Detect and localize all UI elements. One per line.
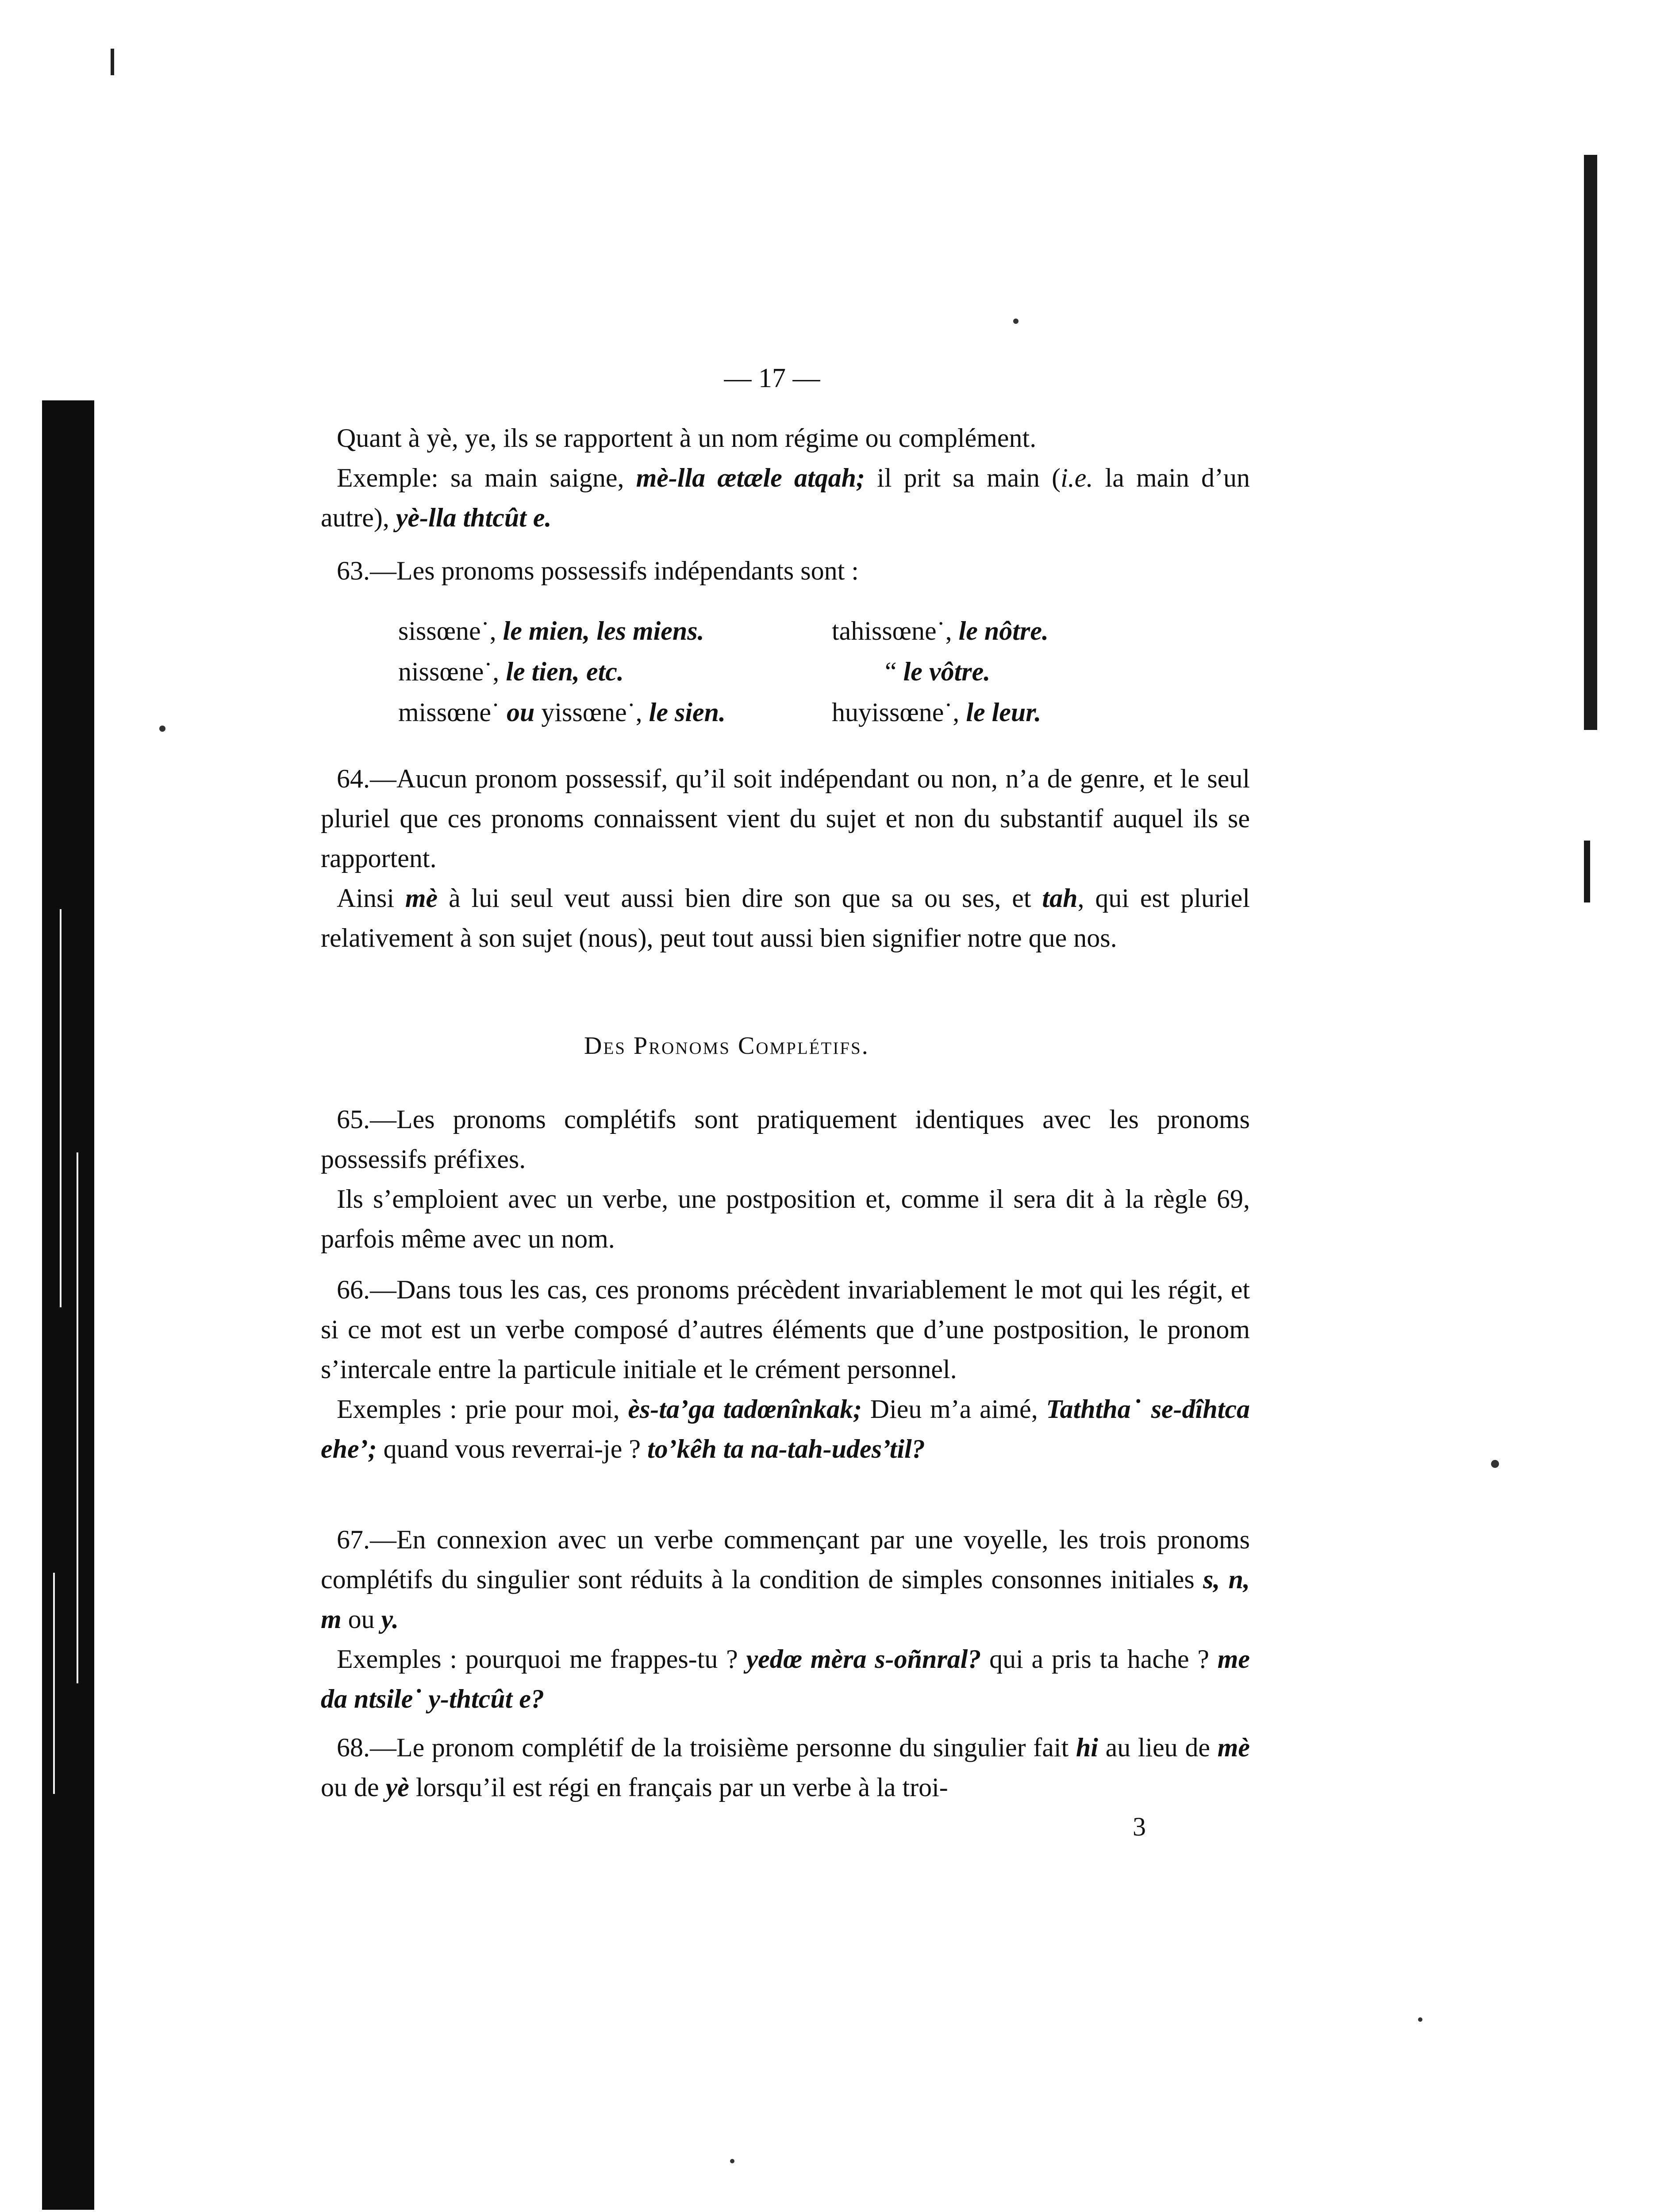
spine-crack xyxy=(60,909,61,1307)
rule-66-text: 66.—Dans tous les cas, ces pronoms précèdent invariablement le mot qui les régit, et si ce mot est un verbe composé d’autres éléments que d’une postposition, le pronom s’intercale entre la particule initiale et le crément personnel. xyxy=(321,1275,1250,1384)
example-phrase: Taththa˙ se-dîhtca ehe’; xyxy=(321,1394,1250,1463)
example-phrase: ès-ta’ga tadœnînkak; xyxy=(628,1394,862,1424)
pronoun-form: missœne˙ xyxy=(398,698,507,727)
intro-text: la main d’un autre), xyxy=(321,463,1250,532)
spine-crack xyxy=(77,1152,78,1683)
section-title: Des Pronoms Complétifs. xyxy=(584,1032,869,1060)
pronoun-form: tahissœne˙, xyxy=(832,616,959,645)
rule-68-text: lorsqu’il est régi en français par un verbe à la troi- xyxy=(409,1773,948,1802)
page-number: — 17 — xyxy=(724,363,820,393)
binding-shadow xyxy=(42,400,94,2210)
edge-tick xyxy=(111,49,114,75)
page-edge-mark xyxy=(1584,155,1597,730)
rule-68-text: 68.—Le pronom complétif de la troisième personne du singulier fait xyxy=(337,1733,1076,1762)
example-phrase: me da ntsile˙ y-thtcût e? xyxy=(321,1644,1250,1713)
rule-64-text: , qui est pluriel relativement à son sujet (nous), peut tout aussi bien signifier notre que nos. xyxy=(321,883,1250,952)
rule-63 xyxy=(321,551,1250,591)
intro-text: il prit sa main ( xyxy=(865,463,1061,492)
rule-68-text: au lieu de xyxy=(1098,1733,1218,1762)
pronoun-example: tah xyxy=(1042,883,1078,913)
pronoun-gloss: le sien. xyxy=(649,698,726,727)
pronoun-gloss: le nôtre. xyxy=(958,616,1049,645)
rule-65-text: 65.—Les pronoms complétifs sont pratiquement identiques avec les pronoms possessifs préfixes. xyxy=(321,1105,1250,1174)
intro-example: mè-lla ætæle atqah; xyxy=(636,463,865,492)
dust-speck xyxy=(1013,319,1018,324)
rule-66-text: Exemples : prie pour moi, xyxy=(337,1394,628,1424)
table-row xyxy=(398,692,1150,733)
pronoun-form: yissœne˙, xyxy=(534,698,649,727)
rule-64-text: 64.—Aucun pronom possessif, qu’il soit indépendant ou non, n’a de genre, et le seul pluriel que ces pronoms connaissent vient du sujet et non du substantif auquel ils se rapportent. xyxy=(321,764,1250,873)
page-edge-mark xyxy=(1584,841,1590,902)
ditto-mark: “ xyxy=(885,657,903,686)
pronoun-example: mè xyxy=(1217,1733,1250,1762)
pronoun-form: nissœne˙, xyxy=(398,657,506,686)
rule-64 xyxy=(321,759,1250,958)
rule-63-text: 63.—Les pronoms possessifs indépendants sont : xyxy=(337,556,859,585)
rule-66 xyxy=(321,1270,1250,1469)
intro-line: Quant à yè, ye, ils se rapportent à un nom régime ou complément. xyxy=(337,423,1037,453)
rule-68-text: ou de xyxy=(321,1773,386,1802)
dust-speck xyxy=(730,2159,734,2163)
rule-67-text: Exemples : pourquoi me frappes-tu ? xyxy=(337,1644,746,1674)
dust-speck xyxy=(1491,1460,1499,1468)
pronoun-table xyxy=(398,611,1150,733)
pronoun-example: hi xyxy=(1076,1733,1098,1762)
example-phrase: yedœ mèra s-oñnral? xyxy=(746,1644,981,1674)
pronoun-form: huyissœne˙, xyxy=(832,698,966,727)
consonant-list: s, n, m xyxy=(321,1565,1250,1634)
pronoun-gloss: le vôtre. xyxy=(903,657,991,686)
rule-67-text: ou xyxy=(341,1605,381,1634)
pronoun-gloss: le tien, etc. xyxy=(506,657,624,686)
consonant-list: y. xyxy=(381,1605,399,1634)
rule-65 xyxy=(321,1099,1250,1259)
rule-65-text: Ils s’emploient avec un verbe, une postposition et, comme il sera dit à la règle 69, parfois même avec un nom. xyxy=(321,1184,1250,1253)
pronoun-example: mè xyxy=(405,883,438,913)
intro-text: Exemple: sa main saigne, xyxy=(337,463,636,492)
rule-64-text: à lui seul veut aussi bien dire son que sa ou ses, et xyxy=(438,883,1042,913)
rule-67-text: 67.—En connexion avec un verbe commençant par une voyelle, les trois pronoms complétifs du singulier sont réduits à la condition de simples consonnes initiales xyxy=(321,1525,1250,1594)
sheet-number: 3 xyxy=(1133,1812,1146,1841)
pronoun-gloss: le leur. xyxy=(966,698,1042,727)
pronoun-form: sissœne˙, xyxy=(398,616,503,645)
rule-67-text: qui a pris ta hache ? xyxy=(981,1644,1218,1674)
pronoun-gloss: le mien, les miens. xyxy=(503,616,704,645)
pronoun-gloss: ou xyxy=(506,698,535,727)
intro-abbr: i.e. xyxy=(1061,463,1093,492)
table-row xyxy=(398,651,1150,692)
spine-crack xyxy=(53,1573,55,1794)
rule-66-text: quand vous reverrai-je ? xyxy=(377,1434,647,1463)
dust-speck xyxy=(1418,2017,1422,2022)
dust-speck xyxy=(159,726,165,732)
intro-paragraph xyxy=(321,418,1250,538)
rule-64-text: Ainsi xyxy=(337,883,405,913)
table-row xyxy=(398,611,1150,651)
example-phrase: to’kêh ta na-tah-udes’til? xyxy=(647,1434,925,1463)
rule-68 xyxy=(321,1728,1250,1807)
pronoun-example: yè xyxy=(385,1773,409,1802)
rule-66-text: Dieu m’a aimé, xyxy=(862,1394,1046,1424)
rule-67 xyxy=(321,1520,1250,1719)
intro-example: yè-lla thtcût e. xyxy=(396,503,552,532)
